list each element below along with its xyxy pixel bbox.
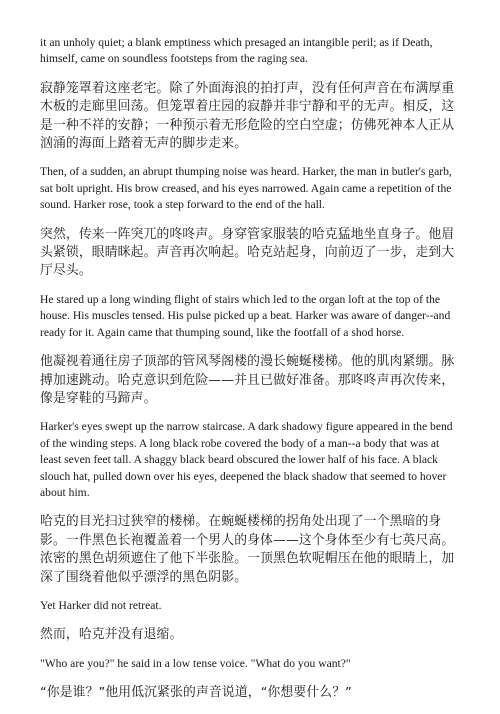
paragraph-en-4: Harker's eyes swept up the narrow staircase. A dark shadowy figure appeared in the bend of the winding steps. A long black robe covered the body of a man--a body that was at least seven feet tall. A shaggy black beard obscured the lower half of his face. A black slouch hat, pulled down over his eyes, deepened the black shadow that seemed to hover about him. xyxy=(40,420,453,499)
paragraph-zh-3: 他凝视着通往房子顶部的管风琴阁楼的漫长蜿蜒楼梯。他的肌肉紧绷。脉搏加速跳动。哈克意识到危险——并且已做好准备。那咚咚声再次传来，像是穿鞋的马蹄声。 xyxy=(40,354,455,406)
paragraph-zh-4: 哈克的目光扫过狭窄的楼梯。在蜿蜒楼梯的拐角处出现了一个黑暗的身影。一件黑色长袍覆盖着一个男人的身体——这个身体至少有七英尺高。浓密的黑色胡须遮住了他下半张脸。一顶黑色软呢帽压在他的眼睛上，加深了围绕着他似乎漂浮的黑色阴影。 xyxy=(40,514,455,585)
paragraph-en-6: "Who are you?" he said in a low tense voice. "What do you want?" xyxy=(40,656,351,670)
paragraph-zh-2: 突然，传来一阵突兀的咚咚声。身穿管家服装的哈克猛地坐直身子。他眉头紧锁，眼睛眯起。声音再次响起。哈克站起身，向前迈了一步，走到大厅尽头。 xyxy=(40,226,455,279)
paragraph-zh-6: “你是谁？”他用低沉紧张的声音说道，“你想要什么？” xyxy=(40,685,352,701)
paragraph-en-2: Then, of a sudden, an abrupt thumping noise was heard. Harker, the man in butler's garb, sat bolt upright. His brow creased, and his eyes narrowed. Again came a repetition of the sound. Harker rose, took a step forward to the end of the hall. xyxy=(40,165,452,212)
document-page xyxy=(40,35,462,714)
paragraph-zh-1: 寂静笼罩着这座老宅。除了外面海浪的拍打声，没有任何声音在布满厚重木板的走廊里回荡。但笼罩着庄园的寂静并非宁静和平的无声。相反，这是一种不祥的安静；一种预示着无形危险的空白空虚；仿佛死神本人正从汹涌的海面上踏着无声的脚步走来。 xyxy=(40,80,455,152)
paragraph-en-1: it an unholy quiet; a blank emptiness which presaged an intangible peril; as if Death, himself, came on soundless footsteps from the raging sea. xyxy=(40,36,433,66)
paragraph-en-5: Yet Harker did not retreat. xyxy=(40,598,162,612)
paragraph-en-3: He stared up a long winding flight of stairs which led to the organ loft at the top of the house. His muscles tensed. His pulse picked up a beat. Harker was aware of danger--and ready for it. Again came that thumping sound, like the footfall of a shod horse. xyxy=(40,292,451,339)
paragraph-zh-5: 然而，哈克并没有退缩。 xyxy=(40,627,183,643)
